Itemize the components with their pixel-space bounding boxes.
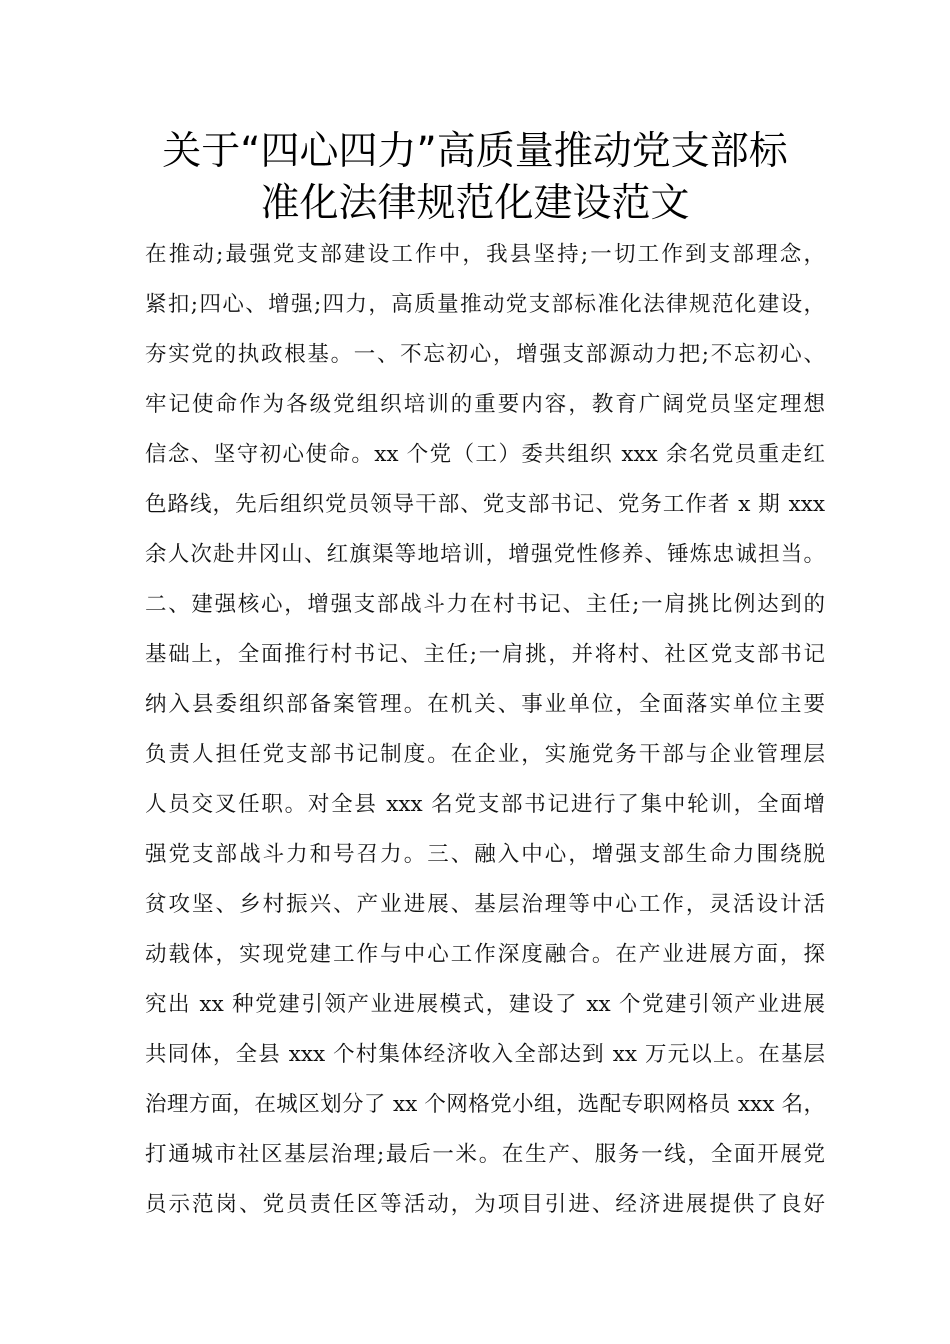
body-line: 在推动;最强党支部建设工作中，我县坚持;一切工作到支部理念， bbox=[145, 242, 825, 267]
body-line: 贫攻坚、乡村振兴、产业进展、基层治理等中心工作，灵活设计活 bbox=[145, 892, 825, 917]
body-line: 纳入县委组织部备案管理。在机关、事业单位，全面落实单位主要 bbox=[145, 692, 825, 717]
body-line: 信念、坚守初心使命。xx 个党（工）委共组织 xxx 余名党员重走红 bbox=[145, 442, 825, 467]
body-line: 夯实党的执政根基。一、不忘初心，增强支部源动力把;不忘初心、 bbox=[145, 342, 825, 367]
body-line: 余人次赴井冈山、红旗渠等地培训，增强党性修养、锤炼忠诚担当。 bbox=[145, 542, 825, 567]
body-line: 紧扣;四心、增强;四力，高质量推动党支部标准化法律规范化建设， bbox=[145, 292, 825, 317]
document-body bbox=[145, 230, 825, 1230]
document-title bbox=[120, 126, 830, 230]
body-line: 员示范岗、党员责任区等活动，为项目引进、经济进展提供了良好 bbox=[145, 1192, 825, 1217]
body-line: 究出 xx 种党建引领产业进展模式，建设了 xx 个党建引领产业进展 bbox=[145, 992, 825, 1017]
body-line: 打通城市社区基层治理;最后一米。在生产、服务一线，全面开展党 bbox=[145, 1142, 825, 1167]
body-line: 基础上，全面推行村书记、主任;一肩挑，并将村、社区党支部书记 bbox=[145, 642, 825, 667]
body-line: 强党支部战斗力和号召力。三、融入中心，增强支部生命力围绕脱 bbox=[145, 842, 825, 867]
body-line: 牢记使命作为各级党组织培训的重要内容，教育广阔党员坚定理想 bbox=[145, 392, 825, 417]
body-line: 色路线，先后组织党员领导干部、党支部书记、党务工作者 x 期 xxx bbox=[145, 492, 825, 517]
body-line: 动载体，实现党建工作与中心工作深度融合。在产业进展方面，探 bbox=[145, 942, 825, 967]
title-line-1: 关于“四心四力”高质量推动党支部标 bbox=[162, 129, 788, 174]
body-line: 治理方面，在城区划分了 xx 个网格党小组，选配专职网格员 xxx 名， bbox=[145, 1092, 825, 1117]
body-line: 共同体，全县 xxx 个村集体经济收入全部达到 xx 万元以上。在基层 bbox=[145, 1042, 825, 1067]
body-line: 二、建强核心，增强支部战斗力在村书记、主任;一肩挑比例达到的 bbox=[145, 592, 825, 617]
body-line: 负责人担任党支部书记制度。在企业，实施党务干部与企业管理层 bbox=[145, 742, 825, 767]
title-line-2: 准化法律规范化建设范文 bbox=[260, 181, 690, 226]
body-line: 人员交叉任职。对全县 xxx 名党支部书记进行了集中轮训，全面增 bbox=[145, 792, 825, 817]
